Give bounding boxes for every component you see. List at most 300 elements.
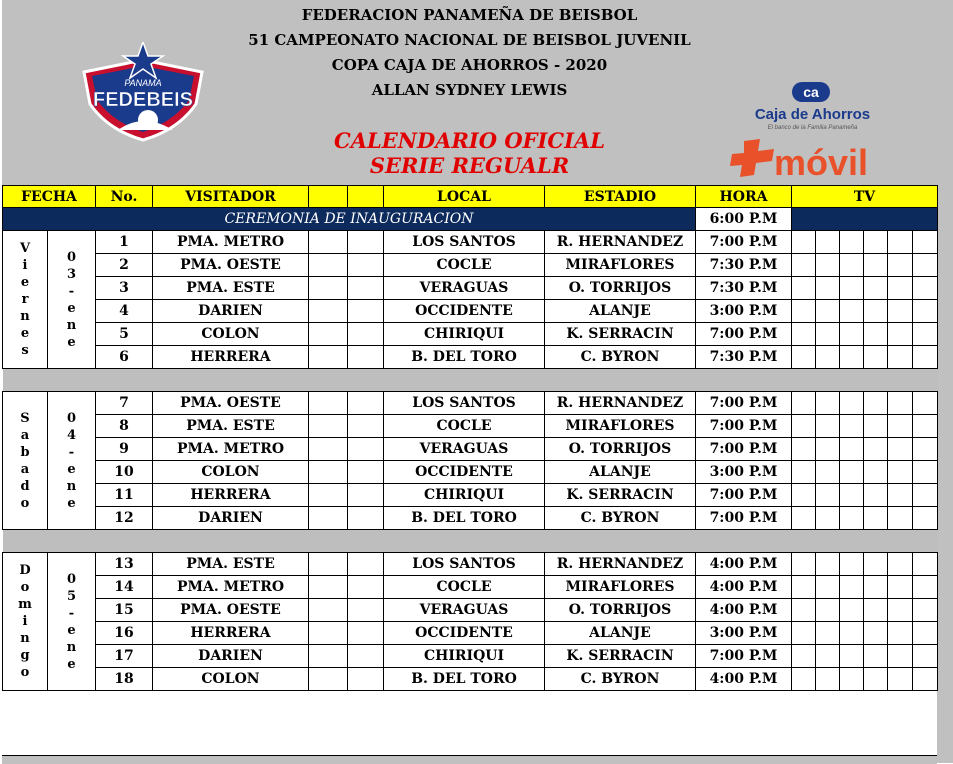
day-letter: n bbox=[20, 309, 30, 324]
visitor-team: PMA. METRO bbox=[153, 576, 309, 599]
game-time: 4:00 P.M bbox=[696, 553, 792, 576]
stadium: C. BYRON bbox=[545, 507, 696, 530]
tv-cell bbox=[792, 599, 816, 622]
tv-cell bbox=[792, 300, 816, 323]
tv-cell bbox=[864, 599, 888, 622]
tv-cell bbox=[840, 392, 864, 415]
home-team: COCLE bbox=[384, 254, 545, 277]
col-fecha: FECHA bbox=[3, 186, 96, 208]
visitor-team: PMA. ESTE bbox=[153, 553, 309, 576]
visitor-team: DARIEN bbox=[153, 300, 309, 323]
tv-cell bbox=[888, 346, 913, 369]
dedication-title: ALLAN SYDNEY LEWIS bbox=[371, 81, 568, 99]
visitor-team: HERRERA bbox=[153, 622, 309, 645]
tv-cell bbox=[840, 484, 864, 507]
game-number: 2 bbox=[96, 254, 153, 277]
blank-cell bbox=[309, 231, 348, 254]
tv-cell bbox=[840, 277, 864, 300]
tv-cell bbox=[864, 553, 888, 576]
blank-cell bbox=[309, 392, 348, 415]
tv-cell bbox=[840, 507, 864, 530]
tv-cell bbox=[888, 415, 913, 438]
blank-cell bbox=[348, 254, 384, 277]
game-time: 7:00 P.M bbox=[696, 438, 792, 461]
tv-cell bbox=[840, 668, 864, 691]
tv-cell bbox=[913, 668, 938, 691]
blank-cell bbox=[309, 438, 348, 461]
day-letter: a bbox=[20, 461, 30, 477]
game-time: 7:00 P.M bbox=[696, 231, 792, 254]
tv-cell bbox=[888, 277, 913, 300]
game-number: 12 bbox=[96, 507, 153, 530]
schedule-table bbox=[2, 185, 938, 691]
tv-cell bbox=[913, 576, 938, 599]
game-row bbox=[3, 392, 938, 415]
day-letter: o bbox=[20, 665, 30, 680]
movil-text: móvil bbox=[774, 142, 869, 181]
game-number: 18 bbox=[96, 668, 153, 691]
home-team: CHIRIQUI bbox=[384, 645, 545, 668]
stadium: ALANJE bbox=[545, 461, 696, 484]
tv-cell bbox=[888, 461, 913, 484]
game-row bbox=[3, 415, 938, 438]
blank-cell bbox=[309, 254, 348, 277]
tv-cell bbox=[888, 553, 913, 576]
stadium: K. SERRACIN bbox=[545, 645, 696, 668]
blank-cell bbox=[348, 645, 384, 668]
game-number: 1 bbox=[96, 231, 153, 254]
tv-cell bbox=[913, 645, 938, 668]
tv-cell bbox=[913, 415, 938, 438]
tv-cell bbox=[792, 254, 816, 277]
tv-cell bbox=[888, 300, 913, 323]
blank-cell bbox=[348, 346, 384, 369]
tv-cell bbox=[913, 323, 938, 346]
home-team: B. DEL TORO bbox=[384, 668, 545, 691]
tv-cell bbox=[888, 507, 913, 530]
home-team: OCCIDENTE bbox=[384, 622, 545, 645]
tv-cell bbox=[840, 346, 864, 369]
visitor-team: PMA. OESTE bbox=[153, 254, 309, 277]
tv-cell bbox=[840, 415, 864, 438]
date-letter: e bbox=[67, 334, 76, 350]
stadium: MIRAFLORES bbox=[545, 254, 696, 277]
ceremony-label: CEREMONIA DE INAUGURACION bbox=[3, 208, 696, 231]
game-row bbox=[3, 323, 938, 346]
day-separator bbox=[3, 369, 938, 392]
tv-cell bbox=[913, 277, 938, 300]
tv-cell bbox=[913, 346, 938, 369]
tv-cell bbox=[792, 668, 816, 691]
blank-cell bbox=[309, 461, 348, 484]
stadium: O. TORRIJOS bbox=[545, 438, 696, 461]
stadium: R. HERNANDEZ bbox=[545, 392, 696, 415]
tv-cell bbox=[913, 438, 938, 461]
tv-cell bbox=[913, 254, 938, 277]
day-letter: i bbox=[22, 258, 28, 273]
game-number: 5 bbox=[96, 323, 153, 346]
day-letter: r bbox=[21, 292, 29, 307]
day-letter: o bbox=[20, 580, 30, 595]
ceremony-hora: 6:00 P.M bbox=[696, 208, 792, 231]
tv-cell bbox=[816, 484, 840, 507]
game-number: 4 bbox=[96, 300, 153, 323]
game-number: 8 bbox=[96, 415, 153, 438]
day-letter: i bbox=[22, 614, 28, 629]
game-row bbox=[3, 507, 938, 530]
game-row bbox=[3, 599, 938, 622]
game-time: 3:00 P.M bbox=[696, 300, 792, 323]
game-time: 7:00 P.M bbox=[696, 507, 792, 530]
tv-cell bbox=[913, 553, 938, 576]
stadium: ALANJE bbox=[545, 300, 696, 323]
stadium: MIRAFLORES bbox=[545, 415, 696, 438]
ca-tagline: El banco de la Familia Panameña bbox=[767, 125, 858, 131]
blank-cell bbox=[348, 323, 384, 346]
tv-cell bbox=[840, 576, 864, 599]
day-letter: m bbox=[18, 597, 32, 612]
stadium: O. TORRIJOS bbox=[545, 599, 696, 622]
tv-cell bbox=[864, 645, 888, 668]
game-row bbox=[3, 438, 938, 461]
day-name-cell bbox=[3, 231, 48, 369]
game-row bbox=[3, 622, 938, 645]
blank-cell bbox=[348, 415, 384, 438]
date-letter: e bbox=[67, 461, 76, 477]
tv-cell bbox=[864, 461, 888, 484]
blank-cell bbox=[348, 231, 384, 254]
tv-cell bbox=[816, 415, 840, 438]
tv-cell bbox=[888, 323, 913, 346]
tv-cell bbox=[792, 392, 816, 415]
home-team: COCLE bbox=[384, 576, 545, 599]
game-row bbox=[3, 346, 938, 369]
tv-cell bbox=[913, 231, 938, 254]
home-team: B. DEL TORO bbox=[384, 346, 545, 369]
logo-main-text: FEDEBEIS bbox=[92, 89, 194, 111]
day-letter: b bbox=[20, 444, 30, 460]
day-letter: g bbox=[20, 648, 30, 663]
tv-cell bbox=[816, 576, 840, 599]
game-number: 17 bbox=[96, 645, 153, 668]
game-time: 7:30 P.M bbox=[696, 254, 792, 277]
document-header bbox=[2, 0, 938, 185]
game-row bbox=[3, 277, 938, 300]
tv-cell bbox=[840, 645, 864, 668]
blank-cell bbox=[348, 576, 384, 599]
tv-cell bbox=[792, 231, 816, 254]
tv-cell bbox=[888, 645, 913, 668]
col-hora: HORA bbox=[696, 186, 792, 208]
ca-badge: ca bbox=[792, 82, 830, 102]
championship-title: 51 CAMPEONATO NACIONAL DE BEISBOL JUVENIL bbox=[248, 31, 691, 49]
day-letter: V bbox=[19, 241, 31, 256]
tv-cell bbox=[913, 599, 938, 622]
tv-cell bbox=[913, 300, 938, 323]
tv-cell bbox=[816, 507, 840, 530]
home-team: LOS SANTOS bbox=[384, 553, 545, 576]
blank-cell bbox=[309, 323, 348, 346]
col-local: LOCAL bbox=[384, 186, 545, 208]
day-name-cell bbox=[3, 553, 48, 691]
blank-cell bbox=[309, 277, 348, 300]
blank-cell bbox=[309, 553, 348, 576]
tv-cell bbox=[864, 668, 888, 691]
date-letter: n bbox=[66, 478, 77, 494]
game-time: 7:30 P.M bbox=[696, 277, 792, 300]
game-time: 7:30 P.M bbox=[696, 346, 792, 369]
game-number: 6 bbox=[96, 346, 153, 369]
game-number: 13 bbox=[96, 553, 153, 576]
home-team: OCCIDENTE bbox=[384, 300, 545, 323]
blank-cell bbox=[309, 415, 348, 438]
col-visitador: VISITADOR bbox=[153, 186, 309, 208]
col-tv: TV bbox=[792, 186, 938, 208]
right-margin-band bbox=[937, 0, 953, 763]
tv-cell bbox=[888, 484, 913, 507]
tv-cell bbox=[864, 622, 888, 645]
tv-cell bbox=[816, 553, 840, 576]
stadium: K. SERRACIN bbox=[545, 484, 696, 507]
tv-cell bbox=[792, 346, 816, 369]
tv-cell bbox=[816, 438, 840, 461]
blank-cell bbox=[309, 576, 348, 599]
tv-cell bbox=[816, 254, 840, 277]
federation-title: FEDERACION PANAMEÑA DE BEISBOL bbox=[301, 6, 638, 24]
game-row bbox=[3, 645, 938, 668]
blank-cell bbox=[309, 507, 348, 530]
date-letter: - bbox=[68, 444, 75, 460]
stadium: O. TORRIJOS bbox=[545, 277, 696, 300]
tv-cell bbox=[888, 254, 913, 277]
visitor-team: HERRERA bbox=[153, 484, 309, 507]
day-separator bbox=[3, 530, 938, 553]
date-letter: n bbox=[66, 317, 77, 333]
visitor-team: PMA. ESTE bbox=[153, 415, 309, 438]
date-letter: e bbox=[67, 495, 76, 511]
game-number: 9 bbox=[96, 438, 153, 461]
date-letter: 3 bbox=[66, 266, 77, 282]
stadium: R. HERNANDEZ bbox=[545, 231, 696, 254]
tv-cell bbox=[864, 277, 888, 300]
stadium: MIRAFLORES bbox=[545, 576, 696, 599]
tv-cell bbox=[864, 484, 888, 507]
stadium: K. SERRACIN bbox=[545, 323, 696, 346]
blank-cell bbox=[348, 553, 384, 576]
date-letter: 0 bbox=[66, 571, 77, 587]
tv-cell bbox=[816, 346, 840, 369]
day-letter: n bbox=[20, 631, 30, 646]
blank-cell bbox=[348, 599, 384, 622]
tv-cell bbox=[864, 231, 888, 254]
game-row bbox=[3, 484, 938, 507]
visitor-team: COLON bbox=[153, 323, 309, 346]
home-team: LOS SANTOS bbox=[384, 392, 545, 415]
home-team: CHIRIQUI bbox=[384, 323, 545, 346]
tv-cell bbox=[864, 507, 888, 530]
calendar-title: CALENDARIO OFICIAL bbox=[334, 128, 605, 153]
blank-cell bbox=[348, 300, 384, 323]
date-letter: 0 bbox=[66, 249, 77, 265]
date-letter: 4 bbox=[66, 427, 77, 443]
day-letter: D bbox=[19, 563, 31, 578]
game-time: 4:00 P.M bbox=[696, 668, 792, 691]
tv-cell bbox=[888, 231, 913, 254]
tv-cell bbox=[864, 438, 888, 461]
tv-cell bbox=[864, 415, 888, 438]
game-row bbox=[3, 231, 938, 254]
game-row bbox=[3, 576, 938, 599]
visitor-team: DARIEN bbox=[153, 645, 309, 668]
tv-cell bbox=[840, 231, 864, 254]
date-letter: e bbox=[67, 300, 76, 316]
tv-cell bbox=[792, 277, 816, 300]
tv-cell bbox=[792, 438, 816, 461]
tv-cell bbox=[816, 622, 840, 645]
tv-cell bbox=[864, 392, 888, 415]
tv-cell bbox=[840, 461, 864, 484]
logo-small-text: PANAMA bbox=[124, 78, 162, 88]
tv-cell bbox=[913, 507, 938, 530]
tv-cell bbox=[913, 392, 938, 415]
game-row bbox=[3, 300, 938, 323]
tv-cell bbox=[816, 231, 840, 254]
blank-cell bbox=[348, 461, 384, 484]
visitor-team: HERRERA bbox=[153, 346, 309, 369]
blank-cell bbox=[309, 599, 348, 622]
cup-title: COPA CAJA DE AHORROS - 2020 bbox=[331, 56, 608, 74]
tv-cell bbox=[792, 323, 816, 346]
stadium: ALANJE bbox=[545, 622, 696, 645]
tv-cell bbox=[816, 668, 840, 691]
date-letter: - bbox=[68, 605, 75, 621]
tv-cell bbox=[840, 323, 864, 346]
col-estadio: ESTADIO bbox=[545, 186, 696, 208]
date-letter: 0 bbox=[66, 410, 77, 426]
game-time: 3:00 P.M bbox=[696, 622, 792, 645]
tv-cell bbox=[864, 300, 888, 323]
tv-cell bbox=[792, 553, 816, 576]
game-time: 3:00 P.M bbox=[696, 461, 792, 484]
visitor-team: PMA. OESTE bbox=[153, 392, 309, 415]
tv-cell bbox=[888, 576, 913, 599]
home-team: VERAGUAS bbox=[384, 277, 545, 300]
game-row bbox=[3, 553, 938, 576]
home-team: VERAGUAS bbox=[384, 599, 545, 622]
date-letter: e bbox=[67, 622, 76, 638]
tv-cell bbox=[913, 622, 938, 645]
day-letter: S bbox=[20, 410, 30, 426]
tv-cell bbox=[888, 622, 913, 645]
date-cell bbox=[48, 231, 96, 369]
date-letter: 5 bbox=[66, 588, 77, 604]
home-team: OCCIDENTE bbox=[384, 461, 545, 484]
tv-cell bbox=[792, 645, 816, 668]
blank-cell bbox=[309, 622, 348, 645]
game-time: 7:00 P.M bbox=[696, 415, 792, 438]
visitor-team: DARIEN bbox=[153, 507, 309, 530]
tv-cell bbox=[792, 507, 816, 530]
day-letter: d bbox=[20, 478, 30, 494]
tv-cell bbox=[864, 254, 888, 277]
tv-cell bbox=[816, 300, 840, 323]
movil-logo bbox=[730, 135, 900, 181]
game-time: 7:00 P.M bbox=[696, 323, 792, 346]
day-letter: o bbox=[20, 495, 30, 511]
visitor-team: COLON bbox=[153, 461, 309, 484]
tv-cell bbox=[840, 438, 864, 461]
tv-cell bbox=[840, 300, 864, 323]
blank-cell bbox=[309, 300, 348, 323]
visitor-team: PMA. METRO bbox=[153, 231, 309, 254]
tv-cell bbox=[888, 668, 913, 691]
game-time: 7:00 P.M bbox=[696, 392, 792, 415]
caja-de-ahorros-logo bbox=[720, 80, 905, 185]
tv-cell bbox=[816, 323, 840, 346]
tv-cell bbox=[792, 484, 816, 507]
blank-cell bbox=[348, 392, 384, 415]
ca-name: Caja de Ahorros bbox=[754, 106, 871, 123]
game-time: 7:00 P.M bbox=[696, 484, 792, 507]
tv-cell bbox=[888, 392, 913, 415]
visitor-team: PMA. ESTE bbox=[153, 277, 309, 300]
blank-cell bbox=[348, 484, 384, 507]
date-letter: - bbox=[68, 283, 75, 299]
series-title: SERIE REGUALR bbox=[369, 153, 570, 178]
date-cell bbox=[48, 392, 96, 530]
game-number: 15 bbox=[96, 599, 153, 622]
stadium: C. BYRON bbox=[545, 346, 696, 369]
game-number: 7 bbox=[96, 392, 153, 415]
game-row bbox=[3, 254, 938, 277]
blank-cell bbox=[309, 645, 348, 668]
blank-cell bbox=[348, 507, 384, 530]
blank-cell bbox=[348, 277, 384, 300]
day-letter: s bbox=[21, 343, 29, 358]
blank-cell bbox=[348, 668, 384, 691]
date-letter: e bbox=[67, 656, 76, 672]
visitor-team: PMA. OESTE bbox=[153, 599, 309, 622]
home-team: VERAGUAS bbox=[384, 438, 545, 461]
tv-cell bbox=[816, 599, 840, 622]
tv-cell bbox=[888, 599, 913, 622]
tv-cell bbox=[840, 599, 864, 622]
col-no: No. bbox=[96, 186, 153, 208]
game-number: 10 bbox=[96, 461, 153, 484]
tv-cell bbox=[840, 622, 864, 645]
game-number: 3 bbox=[96, 277, 153, 300]
tv-cell bbox=[792, 576, 816, 599]
blank-cell bbox=[348, 438, 384, 461]
tv-cell bbox=[792, 415, 816, 438]
blank-cell bbox=[309, 668, 348, 691]
game-row bbox=[3, 668, 938, 691]
game-time: 4:00 P.M bbox=[696, 599, 792, 622]
date-cell bbox=[48, 553, 96, 691]
column-header-row bbox=[3, 186, 938, 208]
tv-cell bbox=[792, 461, 816, 484]
tv-cell bbox=[816, 645, 840, 668]
game-number: 14 bbox=[96, 576, 153, 599]
tv-cell bbox=[864, 346, 888, 369]
tv-cell bbox=[840, 553, 864, 576]
blank-cell bbox=[309, 484, 348, 507]
home-team: B. DEL TORO bbox=[384, 507, 545, 530]
tv-cell bbox=[816, 392, 840, 415]
game-number: 16 bbox=[96, 622, 153, 645]
date-letter: n bbox=[66, 639, 77, 655]
tv-cell bbox=[816, 277, 840, 300]
